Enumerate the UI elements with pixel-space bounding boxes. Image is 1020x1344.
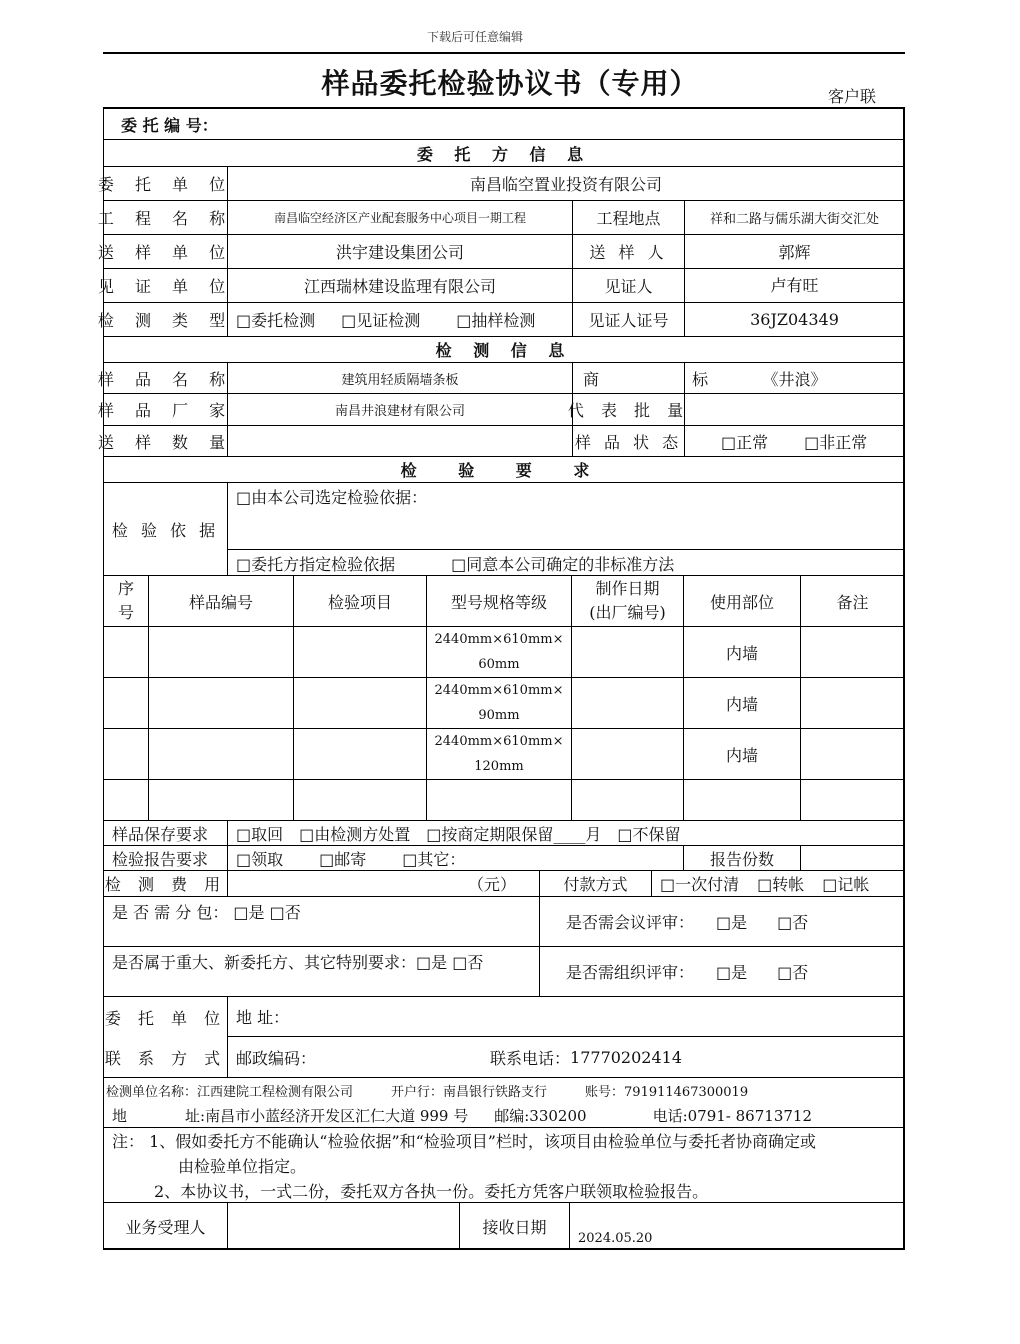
cell-part[interactable] bbox=[683, 780, 800, 820]
checkbox-pay-once[interactable]: □一次付清 bbox=[660, 875, 740, 894]
cell-date[interactable] bbox=[571, 678, 683, 728]
cell-remark[interactable] bbox=[800, 729, 904, 779]
batch-value[interactable] bbox=[684, 394, 904, 425]
col-part-header: 使用部位 bbox=[683, 576, 800, 626]
table-row bbox=[104, 780, 904, 821]
basis-row bbox=[104, 483, 904, 576]
lab-name: 检测单位名称：江西建院工程检测有限公司 bbox=[106, 1085, 354, 1100]
checkbox-sampling-test[interactable]: □抽样检测 bbox=[456, 311, 536, 330]
project-site-label: 工程地点 bbox=[572, 201, 684, 234]
cell-date[interactable] bbox=[571, 729, 683, 779]
report-label: 检验报告要求 bbox=[112, 849, 209, 869]
cell-item[interactable] bbox=[293, 729, 426, 779]
lab-address: 址:南昌市小蓝经济开发区汇仁大道 999 号 bbox=[185, 1107, 469, 1125]
address-field[interactable]: 地 址： bbox=[227, 997, 904, 1037]
checkbox-on-account[interactable]: □记帐 bbox=[822, 875, 870, 894]
requirements-section-title: 检 验 要 求 bbox=[400, 461, 608, 480]
commission-number-row bbox=[104, 109, 904, 140]
checkbox-lab-dispose[interactable]: □由检测方处置 bbox=[299, 824, 411, 844]
col-remark-header: 备注 bbox=[800, 576, 904, 626]
special-requirements-question[interactable]: 是否属于重大、新委托方、其它特别要求：□是 □否 bbox=[112, 953, 484, 972]
cell-part[interactable]: 内墙 bbox=[683, 729, 800, 779]
client-section-title: 委 托 方 信 息 bbox=[416, 144, 592, 164]
report-options bbox=[227, 846, 683, 870]
checkbox-commissioned-test[interactable]: □委托检测 bbox=[236, 311, 316, 330]
checkbox-meeting-yes[interactable]: □是 bbox=[716, 913, 748, 932]
test-type-options bbox=[227, 303, 572, 336]
lab-bank: 开户行：南昌银行铁路支行 bbox=[391, 1085, 548, 1100]
cell-spec[interactable] bbox=[426, 780, 571, 820]
cell-number[interactable] bbox=[104, 780, 148, 820]
cell-number[interactable] bbox=[104, 729, 148, 779]
cell-sample-number[interactable] bbox=[148, 678, 293, 728]
receipt-date-label: 接收日期 bbox=[459, 1203, 569, 1250]
organization-review bbox=[539, 947, 904, 996]
organization-review-label: 是否需组织评审： bbox=[566, 963, 695, 982]
sender-person-label: 送 样 人 bbox=[572, 235, 684, 268]
handler-value[interactable] bbox=[227, 1203, 459, 1250]
contact-method-label: 联 系 方 式 bbox=[104, 1049, 227, 1068]
cell-item[interactable] bbox=[293, 627, 426, 677]
cell-sample-number[interactable] bbox=[148, 780, 293, 820]
checkbox-transfer[interactable]: □转帐 bbox=[757, 875, 805, 894]
witness-unit-label: 见 证 单 位 bbox=[97, 277, 234, 296]
client-section-header bbox=[104, 140, 904, 167]
cell-part[interactable]: 内墙 bbox=[683, 678, 800, 728]
storage-options bbox=[227, 821, 904, 845]
lab-info-block bbox=[104, 1078, 904, 1128]
witness-unit-value[interactable]: 江西瑞林建设监理有限公司 bbox=[227, 269, 572, 302]
lab-account: 账号：791911467300019 bbox=[585, 1085, 749, 1100]
items-table-header bbox=[104, 576, 904, 627]
cell-sample-number[interactable] bbox=[148, 627, 293, 677]
cell-remark[interactable] bbox=[800, 678, 904, 728]
checkbox-no-keep[interactable]: □不保留 bbox=[617, 824, 681, 844]
test-type-row bbox=[97, 303, 904, 337]
basis-label: 检 验 依 据 bbox=[111, 520, 220, 540]
cell-date[interactable] bbox=[571, 780, 683, 820]
postcode-label[interactable]: 邮政编码： bbox=[236, 1049, 317, 1068]
note-1-continued: 由检验单位指定。 bbox=[178, 1157, 307, 1176]
test-section-title: 检 测 信 息 bbox=[435, 341, 573, 360]
quantity-row bbox=[97, 426, 904, 457]
cell-part[interactable]: 内墙 bbox=[683, 627, 800, 677]
quantity-label: 送 样 数 量 bbox=[97, 432, 234, 452]
report-copies-label: 报告份数 bbox=[683, 846, 800, 870]
cell-item[interactable] bbox=[293, 780, 426, 820]
table-row bbox=[104, 627, 904, 678]
sample-name-row bbox=[97, 363, 904, 394]
meeting-review-label: 是否需会议评审： bbox=[566, 913, 695, 932]
cell-sample-number[interactable] bbox=[148, 729, 293, 779]
checkbox-meeting-no[interactable]: □否 bbox=[777, 913, 809, 932]
basis-options-row bbox=[227, 550, 904, 576]
sender-unit-value[interactable]: 洪宇建设集团公司 bbox=[227, 235, 572, 268]
notes-block bbox=[104, 1128, 904, 1203]
cell-item[interactable] bbox=[293, 678, 426, 728]
project-name-label: 工 程 名 称 bbox=[97, 209, 234, 228]
col-item-header: 检验项目 bbox=[293, 576, 426, 626]
storage-row bbox=[104, 821, 904, 846]
cell-remark[interactable] bbox=[800, 627, 904, 677]
sample-state-options bbox=[684, 426, 904, 456]
basis-option-company[interactable]: □由本公司选定检验依据： bbox=[227, 483, 904, 550]
col-number-header: 序号 bbox=[118, 579, 135, 622]
handler-label: 业务受理人 bbox=[125, 1218, 206, 1237]
project-name-value[interactable]: 南昌临空经济区产业配套服务中心项目一期工程 bbox=[227, 201, 572, 234]
manufacturer-value[interactable]: 南昌井浪建材有限公司 bbox=[227, 394, 572, 425]
phone-value[interactable]: 17770202414 bbox=[570, 1048, 683, 1067]
witness-person-value[interactable]: 卢有旺 bbox=[684, 269, 904, 302]
client-unit-row bbox=[97, 167, 904, 201]
lab-info-line2 bbox=[112, 1103, 904, 1128]
receipt-row bbox=[104, 1203, 904, 1250]
agreement-form bbox=[97, 107, 905, 1250]
checkbox-witness-test[interactable]: □见证检测 bbox=[341, 311, 421, 330]
table-row bbox=[104, 678, 904, 729]
sender-person-value[interactable]: 郭辉 bbox=[684, 235, 904, 268]
cell-spec[interactable]: 2440mm×610mm× 120mm bbox=[426, 729, 571, 779]
project-row bbox=[97, 201, 904, 235]
table-row bbox=[104, 729, 904, 780]
witness-id-label: 见证人证号 bbox=[572, 303, 684, 336]
brand-value[interactable]: 《井浪》 bbox=[684, 363, 904, 393]
storage-label: 样品保存要求 bbox=[112, 824, 209, 844]
contact-block bbox=[104, 997, 904, 1078]
fee-label: 检 测 费 用 bbox=[104, 875, 227, 894]
checkbox-nonstandard-method[interactable]: □同意本公司确定的非标准方法 bbox=[451, 554, 675, 574]
sender-row bbox=[97, 235, 904, 269]
header-rule bbox=[103, 52, 905, 54]
payment-options bbox=[651, 871, 904, 896]
checkbox-take-back[interactable]: □取回 bbox=[236, 824, 284, 844]
fee-row bbox=[104, 871, 904, 897]
quantity-value[interactable] bbox=[227, 426, 572, 456]
contact-unit-label: 委 托 单 位 bbox=[104, 1008, 227, 1028]
test-section-header bbox=[104, 337, 904, 363]
note-2: 2、本协议书，一式二份，委托双方各执一份。委托方凭客户联领取检验报告。 bbox=[154, 1182, 709, 1201]
test-type-label: 检 测 类 型 bbox=[97, 311, 234, 330]
brand-label: 商 标 bbox=[572, 363, 684, 393]
download-note: 下载后可任意编辑 bbox=[426, 30, 523, 44]
sample-name-value[interactable]: 建筑用轻质隔墙条板 bbox=[227, 363, 572, 393]
document-title: 样品委托检验协议书（专用） bbox=[321, 67, 699, 100]
cell-date[interactable] bbox=[571, 627, 683, 677]
client-unit-value[interactable]: 南昌临空置业投资有限公司 bbox=[227, 167, 904, 200]
lab-info-line1 bbox=[106, 1078, 904, 1103]
subcontract-question[interactable]: 是 否 需 分 包： □是 □否 bbox=[112, 903, 301, 922]
note-1: 注： 1、假如委托方不能确认“检验依据”和“检验项目”栏时，该项目由检验单位与委托者协商确定或 bbox=[112, 1132, 816, 1151]
col-sample-number-header: 样品编号 bbox=[148, 576, 293, 626]
cell-number[interactable] bbox=[104, 678, 148, 728]
checkbox-mail[interactable]: □邮寄 bbox=[319, 849, 367, 869]
special-requirements-row bbox=[104, 947, 904, 997]
payment-label: 付款方式 bbox=[539, 871, 651, 896]
col-date-header: 制作日期 (出厂编号) bbox=[571, 576, 683, 626]
commission-number-label: 委 托 编 号： bbox=[121, 115, 218, 135]
checkbox-keep-months[interactable]: □按商定期限保留____月 bbox=[426, 824, 602, 844]
cell-spec[interactable]: 2440mm×610mm× 60mm bbox=[426, 627, 571, 677]
fee-value[interactable]: （元） bbox=[227, 871, 539, 896]
manufacturer-row bbox=[97, 394, 904, 426]
copy-label: 客户联 bbox=[828, 87, 877, 106]
lab-zip: 邮编:330200 bbox=[494, 1107, 587, 1125]
checkbox-state-abnormal[interactable]: □非正常 bbox=[804, 432, 868, 452]
report-copies-value[interactable] bbox=[800, 846, 904, 870]
manufacturer-label: 样 品 厂 家 bbox=[97, 401, 234, 420]
witness-person-label: 见证人 bbox=[572, 269, 684, 302]
lab-phone: 电话:0791- 86713712 bbox=[652, 1107, 812, 1125]
checkbox-client-basis[interactable]: □委托方指定检验依据 bbox=[236, 554, 396, 574]
witness-row bbox=[97, 269, 904, 303]
checkbox-pick-up[interactable]: □领取 bbox=[236, 849, 284, 869]
col-spec-header: 型号规格等级 bbox=[426, 576, 571, 626]
lab-address-label: 地 bbox=[112, 1107, 128, 1125]
checkbox-state-normal[interactable]: □正常 bbox=[721, 432, 769, 452]
subcontract-row bbox=[104, 897, 904, 947]
cell-number[interactable] bbox=[104, 627, 148, 677]
project-site-value[interactable]: 祥和二路与儒乐湖大街交汇处 bbox=[684, 201, 904, 234]
checkbox-org-no[interactable]: □否 bbox=[777, 963, 809, 982]
phone-label: 联系电话： bbox=[490, 1049, 571, 1068]
sample-state-label: 样 品 状 态 bbox=[572, 426, 684, 456]
cell-spec[interactable]: 2440mm×610mm× 90mm bbox=[426, 678, 571, 728]
checkbox-other[interactable]: □其它： bbox=[402, 849, 466, 869]
sample-name-label: 样 品 名 称 bbox=[97, 369, 234, 389]
receipt-date-value[interactable]: 2024.05.20 bbox=[569, 1203, 904, 1250]
contact-details bbox=[227, 1037, 904, 1078]
client-unit-label: 委 托 单 位 bbox=[97, 175, 234, 194]
meeting-review bbox=[539, 897, 904, 946]
checkbox-org-yes[interactable]: □是 bbox=[716, 963, 748, 982]
cell-remark[interactable] bbox=[800, 780, 904, 820]
batch-label: 代 表 批 量 bbox=[572, 394, 684, 425]
sender-unit-label: 送 样 单 位 bbox=[97, 243, 234, 262]
requirements-section-header bbox=[104, 457, 904, 483]
report-row bbox=[104, 846, 904, 871]
witness-id-value[interactable]: 36JZ04349 bbox=[684, 303, 904, 336]
